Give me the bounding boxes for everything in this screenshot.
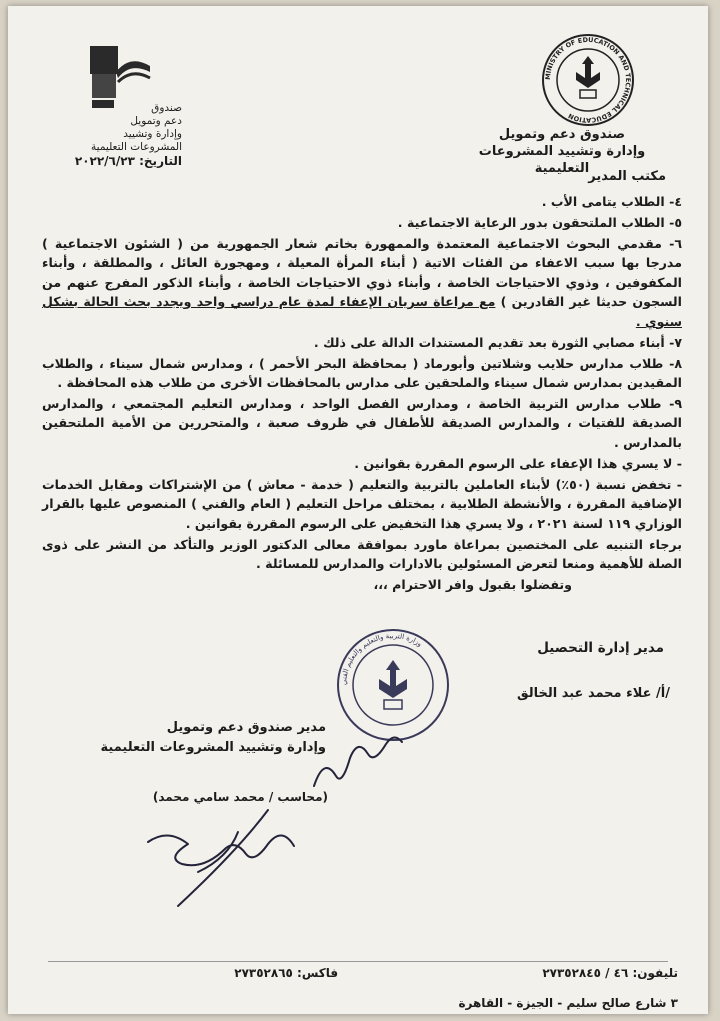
- footer-phone: تليفون: ٤٦ / ٢٧٣٥٢٨٤٥: [542, 966, 678, 980]
- org-line-1: صندوق دعم وتمويل: [498, 127, 626, 142]
- stamp-ring-text: وزارة التربية والتعليم والتعليم الفني: [339, 631, 424, 686]
- fund-text-2: دعم وتمويل: [130, 115, 182, 127]
- fund-manager-name: (محاسب / محمد سامي محمد): [152, 790, 328, 804]
- item-6-text: ٦- مقدمي البحوث الاجتماعية المعتمدة والممهورة بخاتم شعار الجمهورية من ( الشئون الاجتماعية ) مدرجا بها سبب الاعفاء من الفئات الاتية ( أبناء المرأة المعيلة ، ومهجورة العائل ، والمطلقة ، وأبناء المكفوفين ، وذوي الاحتياجات الخاصة ، وأبناء ذوي الاحتياجات الخاصة ، وأبناء الذكور المفرج عنهم من السجون حديثا غير القادرين ): [42, 236, 682, 310]
- fund-text-1: صندوق: [151, 102, 182, 114]
- fund-text-4: المشروعات التعليمية: [91, 141, 182, 153]
- item-6: [42, 234, 682, 331]
- fund-text-3: وإدارة وتشييد: [123, 128, 182, 140]
- handwritten-signature: [118, 802, 378, 912]
- office-label: مكتب المدير: [588, 169, 666, 184]
- bullet-2: - تخفض نسبة (٥٠٪) لأبناء العاملين بالتربية والتعليم ( خدمة - معاش ) من الإشتراكات ومقابل الخدمات الإضافية المقررة ، والأنشطة الطلابية ، بمختلف مراحل التعليم ( العام والفني ) المنصوص عليها بالقرار الوزاري ١١٩ لسنة ٢٠٢١ ، ولا يسري هذا التخفيض على الرسوم المقررة بقوانين .: [42, 476, 683, 531]
- footer-divider: [48, 961, 668, 962]
- bullet-1: - لا يسري هذا الإعفاء على الرسوم المقررة بقوانين .: [354, 455, 682, 471]
- fund-manager-title: [86, 718, 326, 758]
- item-6-underlined: مع مراعاة سريان الإعفاء لمدة عام دراسي واحد ويجدد بحث الحالة بشكل سنوي .: [42, 294, 682, 329]
- collection-manager-title: مدير إدارة التحصيل: [537, 640, 664, 656]
- item-9: ٩- طلاب مدارس التربية الخاصة ، ومدارس الفصل الواحد ، ومدارس التعليم المجتمعي ، والمدارس الصديقة للفتيات ، والمدارس الصديقة للأطفال في ظروف صعبة ، والمتحررين من الأمية الملتحقين بالمدارس .: [42, 396, 682, 450]
- item-5: ٥- الطلاب الملتحقون بدور الرعاية الاجتماعية .: [397, 215, 682, 230]
- org-line-2: وإدارة وتشييد المشروعات التعليمية: [478, 144, 646, 176]
- ministry-seal-logo: [540, 32, 636, 128]
- item-4: ٤- الطلاب يتامى الأب .: [541, 194, 682, 209]
- letter-page: [8, 6, 708, 1014]
- seal-ring-text: MINISTRY OF EDUCATION AND TECHNICAL EDUCATION: [543, 35, 633, 125]
- fund-manager-title-1: مدير صندوق دعم وتمويل: [166, 720, 326, 735]
- letter-body: [42, 192, 682, 596]
- regards-line: وتفضلوا بقبول وافر الاحترام ،،،: [373, 577, 572, 593]
- collection-manager-name: /أ/ علاء محمد عبد الخالق: [517, 686, 670, 701]
- fund-manager-title-2: وإدارة وتشييد المشروعات التعليمية: [100, 740, 326, 755]
- fund-logo-text: [32, 102, 182, 154]
- date-line: [30, 154, 182, 168]
- footer-contact: [38, 966, 678, 980]
- item-7: ٧- أبناء مصابي الثورة بعد تقديم المستندات الدالة على ذلك .: [313, 334, 682, 350]
- footer-address: ٣ شارع صالح سليم - الجيزة - القاهرة: [458, 996, 678, 1010]
- official-stamp: [334, 626, 452, 744]
- date-label: التاريخ:: [139, 154, 182, 168]
- footer-fax: فاكس: ٢٧٣٥٢٨٦٥: [234, 966, 339, 980]
- closing-paragraph: برجاء التنبيه على المختصين بمراعاة ماورد بموافقة معالى الدكتور الوزير والتأكد من النشر على ذوى الصلة للأهمية ومنعا لتعرض المسئولين بالادارات والمدارس للمسائلة .: [42, 536, 682, 572]
- item-8: ٨- طلاب مدارس حلايب وشلاتين وأبورماد ( بمحافظة البحر الأحمر ) ، ومدارس شمال سيناء ، والطلاب المقيدين بمدارس شمال سيناء والملحقين على مدارس بالمحافظات الأخرى من طلاب هذه المحافظة .: [42, 355, 682, 391]
- date-value: ٢٠٢٢/٦/٢٣: [74, 154, 135, 168]
- svg-text:وزارة التربية والتعليم والتعلي: [340, 632, 423, 685]
